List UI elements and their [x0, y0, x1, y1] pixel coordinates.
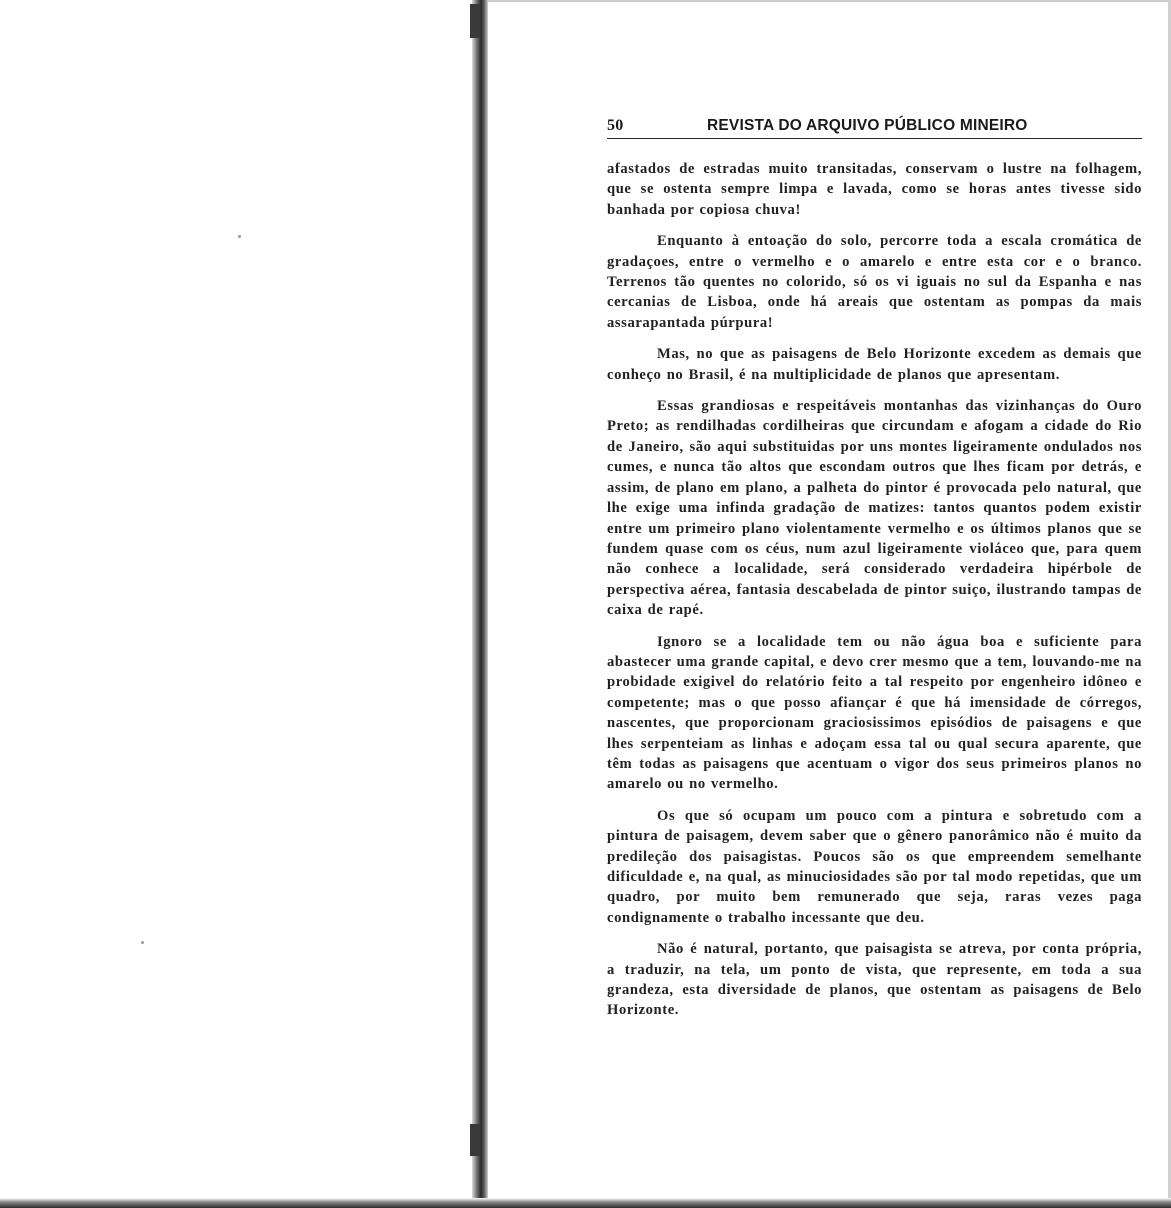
- book-gutter: [472, 0, 488, 1208]
- gutter-shadow-bottom: [470, 1124, 480, 1156]
- page-bottom-edge: [0, 1198, 1171, 1208]
- paragraph: Não é natural, portanto, que paisagista se atreva, por conta própria, a traduzir, na tela, um ponto de vista, que represente, em toda a sua grandeza, esta diversidade de planos, que ostentam as paisagens de Belo Horizonte.: [607, 941, 1142, 1019]
- paper-speck: [141, 941, 144, 944]
- page-top-edge: [488, 0, 1171, 2]
- paper-speck: [238, 235, 241, 238]
- paragraph: Essas grandiosas e respeitáveis montanhas das vizinhanças do Ouro Preto; as rendilhadas cordilheiras que circundam e afogam a cidade do Rio de Janeiro, são aqui substituidas por uns montes ligeiramente ondulados nos cumes, e nunca tão altos que escondam outros que lhes ficam por detrás, e assim, de plano em plano, a palheta do pintor é provocada pelo natural, que lhe exige uma infinda gradação de matizes: tantos quantos podem existir entre um primeiro plano violentamente vermelho e os últimos planos que se fundem quase com os céus, num azul ligeiramente violáceo que, para quem não conhece a localidade, será considerado verdadeira hipérbole de perspectiva aérea, fantasia descabelada de pintor suiço, ilustrando tampas de caixa de rapé.: [607, 398, 1142, 619]
- page-number: 50: [607, 117, 624, 134]
- paragraph: Enquanto à entoação do solo, percorre toda a escala cromática de gradaçoes, entre o vermelho e o amarelo e entre esta cor e o branco. Terrenos tão quentes no colorido, só os vi iguais no sul da Espanha e nas cercanias de Lisboa, onde há areais que ostentam as pompas da mais assarapantada púrpura!: [607, 233, 1142, 331]
- body-text: [607, 159, 1142, 1021]
- paragraph: Mas, no que as paisagens de Belo Horizonte excedem as demais que conheço no Brasil, é na multiplicidade de planos que apresentam.: [607, 346, 1142, 383]
- gutter-shadow-top: [470, 4, 480, 38]
- paragraph: afastados de estradas muito transitadas, conservam o lustre na folhagem, que se ostenta sempre limpa e lavada, como se horas antes tivesse sido banhada por copiosa chuva!: [607, 161, 1142, 218]
- running-title: REVISTA DO ARQUIVO PÚBLICO MINEIRO: [707, 117, 1028, 134]
- right-page: [607, 112, 1142, 1032]
- blank-left-page: [0, 0, 472, 1208]
- paragraph: Ignoro se a localidade tem ou não água boa e suficiente para abastecer uma grande capital, e devo crer mesmo que a tem, louvando-me na probidade exigivel do relatório feito a tal respeito por engenheiro idôneo e competente; mas o que posso afiançar é que há imensidade de córregos, nascentes, que proporcionam graciosissimos episódios de paisagens e que lhes serpenteiam as linhas e adoçam essa tal ou qual secura aparente, que têm todas as paisagens que acentuam o vigor dos seus primeiros planos no amarelo ou no vermelho.: [607, 633, 1142, 793]
- running-header: [607, 112, 1142, 139]
- paragraph: Os que só ocupam um pouco com a pintura e sobretudo com a pintura de paisagem, devem saber que o gênero panorâmico não é muito da predileção dos paisagistas. Poucos são os que empreendem semelhante dificuldade e, na qual, as minuciosidades são por tal modo repetidas, que um quadro, por muito bem remunerado que seja, raras vezes paga condignamente o trabalho incessante que deu.: [607, 807, 1142, 926]
